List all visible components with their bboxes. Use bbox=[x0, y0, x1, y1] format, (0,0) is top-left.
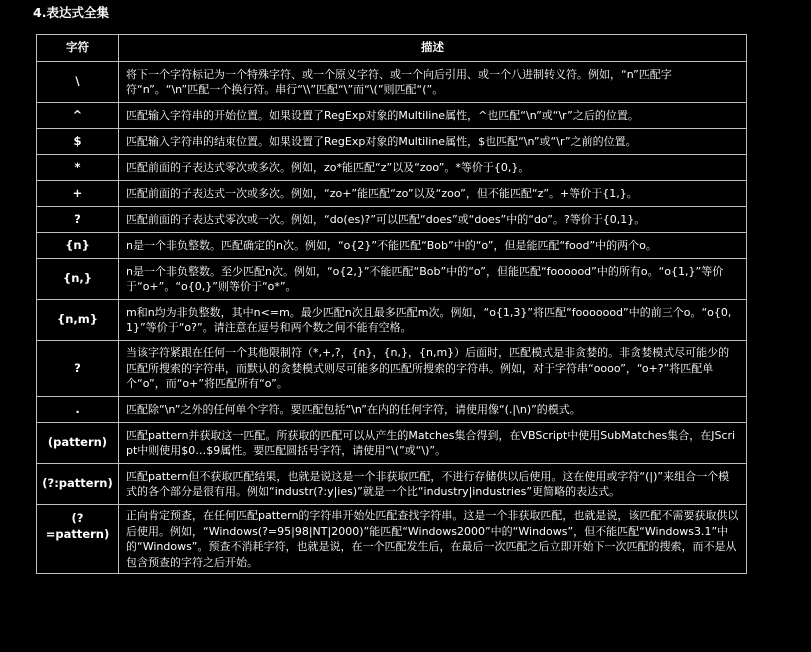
row-char: + bbox=[37, 181, 119, 207]
row-desc: 匹配pattern并获取这一匹配。所获取的匹配可以从产生的Matches集合得到，在VBScript中使用SubMatches集合，在JScript中则使用$0…$9属性。要匹配圆括号字符，请使用“\(”或“\)”。 bbox=[119, 423, 747, 464]
row-char: (?=pattern) bbox=[37, 505, 119, 574]
row-desc: 匹配前面的子表达式零次或多次。例如，zo*能匹配“z”以及“zoo”。*等价于{0,}。 bbox=[119, 155, 747, 181]
table-row bbox=[37, 129, 747, 155]
column-header-char: 字符 bbox=[37, 35, 119, 62]
table-row bbox=[37, 62, 747, 103]
row-char: {n,m} bbox=[37, 300, 119, 341]
row-desc: 匹配pattern但不获取匹配结果，也就是说这是一个非获取匹配，不进行存储供以后使用。这在使用或字符“(|)”来组合一个模式的各个部分是很有用。例如“industr(?:y|ies)”就是一个比“industry|industries”更简略的表达式。 bbox=[119, 464, 747, 505]
row-desc: n是一个非负整数。至少匹配n次。例如，“o{2,}”不能匹配“Bob”中的“o”，但能匹配“foooood”中的所有o。“o{1,}”等价于“o+”。“o{0,}”则等价于“o*”。 bbox=[119, 259, 747, 300]
table-row bbox=[37, 423, 747, 464]
row-desc: 匹配前面的子表达式零次或一次。例如，“do(es)?”可以匹配“does”或“does”中的“do”。?等价于{0,1}。 bbox=[119, 207, 747, 233]
section-heading: 4.表达式全集 bbox=[33, 5, 109, 20]
row-desc: 匹配前面的子表达式一次或多次。例如，“zo+”能匹配“zo”以及“zoo”，但不能匹配“z”。+等价于{1,}。 bbox=[119, 181, 747, 207]
row-char: ? bbox=[37, 207, 119, 233]
row-char: $ bbox=[37, 129, 119, 155]
row-char: {n,} bbox=[37, 259, 119, 300]
table-row bbox=[37, 397, 747, 423]
row-char: * bbox=[37, 155, 119, 181]
table-row bbox=[37, 103, 747, 129]
table-header-row bbox=[37, 35, 747, 62]
table-row bbox=[37, 300, 747, 341]
table-row bbox=[37, 505, 747, 574]
row-desc: 匹配输入字符串的开始位置。如果设置了RegExp对象的Multiline属性，^也匹配“\n”或“\r”之后的位置。 bbox=[119, 103, 747, 129]
row-char: (pattern) bbox=[37, 423, 119, 464]
column-header-desc: 描述 bbox=[119, 35, 747, 62]
row-char: (?:pattern) bbox=[37, 464, 119, 505]
row-char: . bbox=[37, 397, 119, 423]
table-row bbox=[37, 341, 747, 397]
table-row bbox=[37, 259, 747, 300]
row-desc: 匹配除“\n”之外的任何单个字符。要匹配包括“\n”在内的任何字符，请使用像“(.|\n)”的模式。 bbox=[119, 397, 747, 423]
table-row bbox=[37, 181, 747, 207]
row-desc: 正向肯定预查，在任何匹配pattern的字符串开始处匹配查找字符串。这是一个非获取匹配，也就是说，该匹配不需要获取供以后使用。例如，“Windows(?=95|98|NT|2000)”能匹配“Windows2000”中的“Windows”，但不能匹配“Windows3.1”中的“Windows”。预查不消耗字符，也就是说，在一个匹配发生后，在最后一次匹配之后立即开始下一次匹配的搜索，而不是从包含预查的字符之后开始。 bbox=[119, 505, 747, 574]
row-char: {n} bbox=[37, 233, 119, 259]
row-desc: m和n均为非负整数，其中n<=m。最少匹配n次且最多匹配m次。例如，“o{1,3}”将匹配“fooooood”中的前三个o。“o{0,1}”等价于“o?”。请注意在逗号和两个数之间不能有空格。 bbox=[119, 300, 747, 341]
row-char: ^ bbox=[37, 103, 119, 129]
row-char: \ bbox=[37, 62, 119, 103]
regex-reference-table bbox=[36, 34, 747, 574]
row-desc: n是一个非负整数。匹配确定的n次。例如，“o{2}”不能匹配“Bob”中的“o”，但是能匹配“food”中的两个o。 bbox=[119, 233, 747, 259]
row-char: ? bbox=[37, 341, 119, 397]
table-row bbox=[37, 464, 747, 505]
row-desc: 将下一个字符标记为一个特殊字符、或一个原义字符、或一个向后引用、或一个八进制转义符。例如，“n”匹配字符“n”。“\n”匹配一个换行符。串行“\\”匹配“\”而“\(”则匹配“(”。 bbox=[119, 62, 747, 103]
table-row bbox=[37, 233, 747, 259]
table-row bbox=[37, 207, 747, 233]
row-desc: 当该字符紧跟在任何一个其他限制符（*,+,?，{n}，{n,}，{n,m}）后面时，匹配模式是非贪婪的。非贪婪模式尽可能少的匹配所搜索的字符串，而默认的贪婪模式则尽可能多的匹配所搜索的字符串。例如，对于字符串“oooo”，“o+?”将匹配单个“o”，而“o+”将匹配所有“o”。 bbox=[119, 341, 747, 397]
row-desc: 匹配输入字符串的结束位置。如果设置了RegExp对象的Multiline属性，$也匹配“\n”或“\r”之前的位置。 bbox=[119, 129, 747, 155]
table-row bbox=[37, 155, 747, 181]
